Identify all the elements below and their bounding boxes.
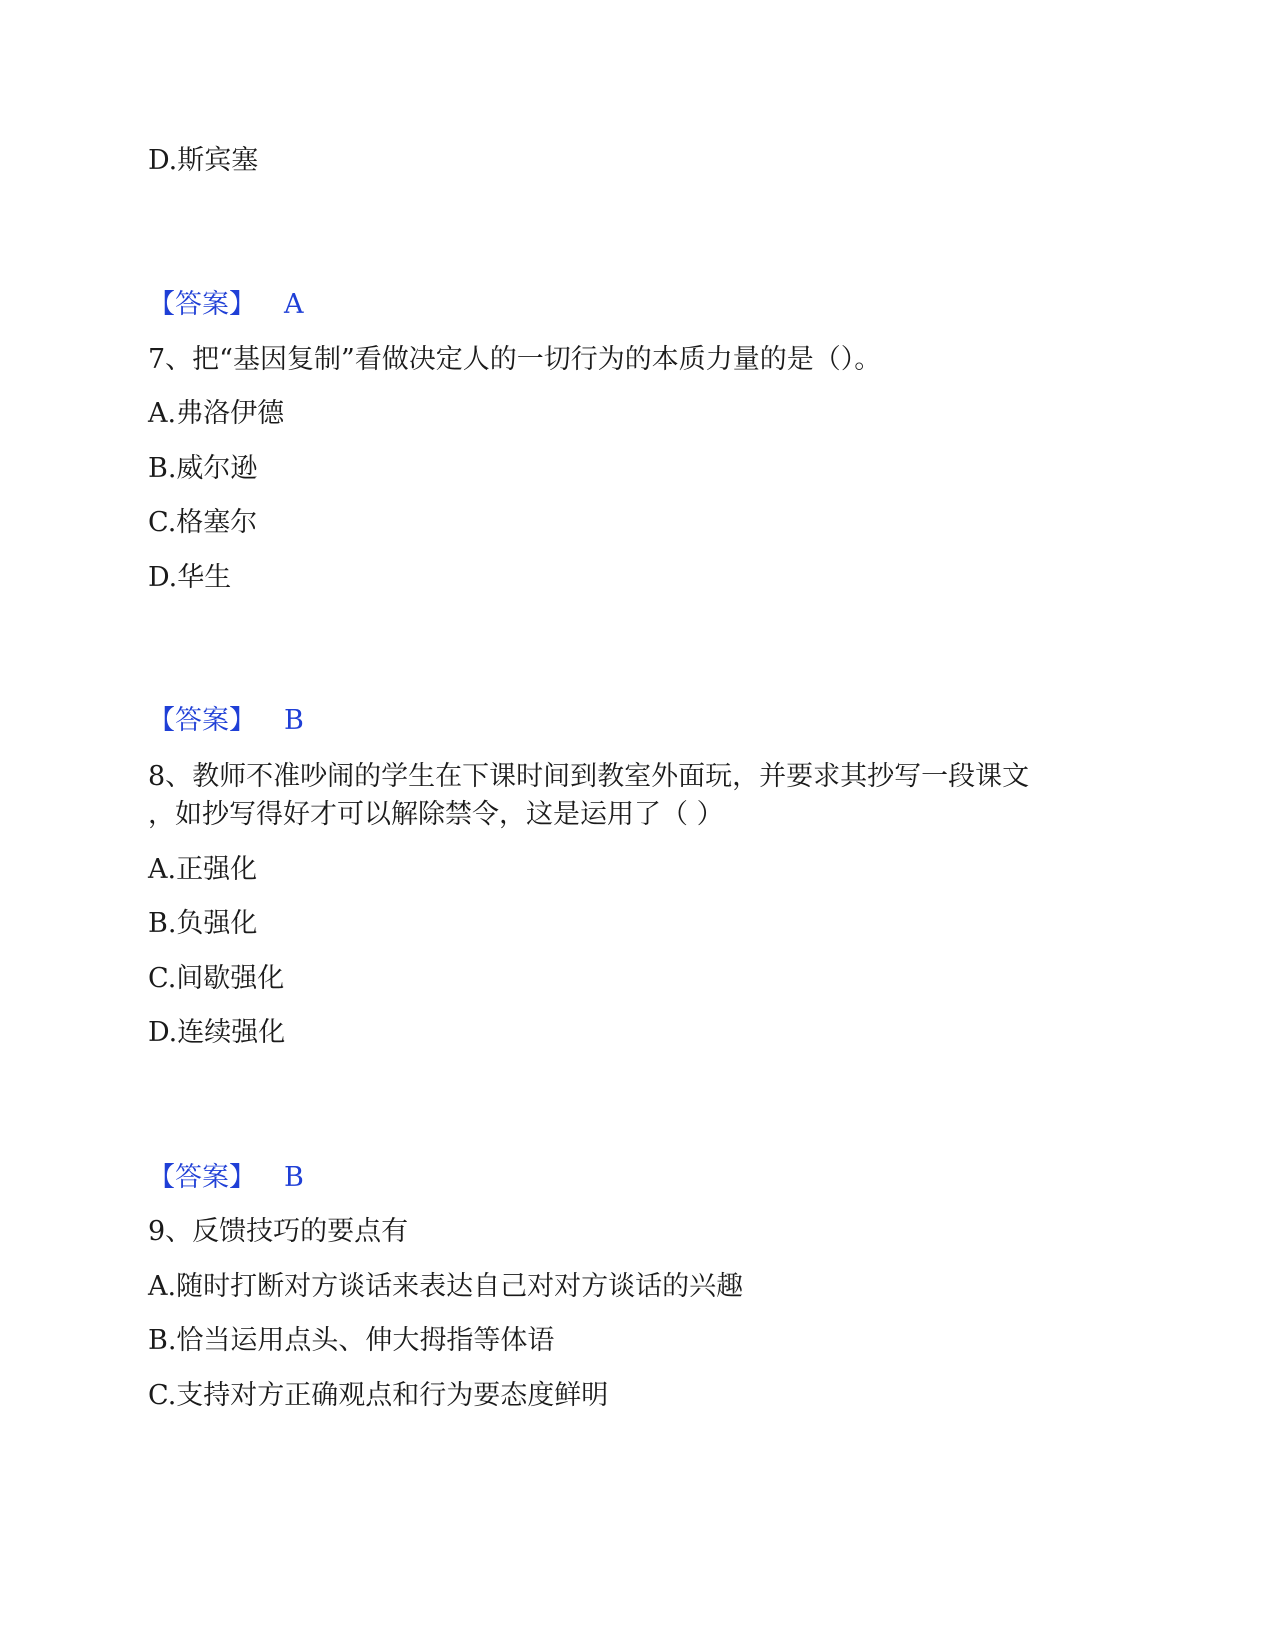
q8-option-b: B.负强化 xyxy=(148,908,258,939)
q7-stem: 7、把“基因复制”看做决定人的一切行为的本质力量的是（）。 xyxy=(148,344,882,375)
q7-answer xyxy=(148,704,304,738)
answer-value: A xyxy=(284,289,304,320)
q9-option-b: B.恰当运用点头、伸大拇指等体语 xyxy=(148,1325,555,1356)
q8-answer xyxy=(148,1161,304,1195)
q7-option-a: A.弗洛伊德 xyxy=(148,398,285,429)
q8-stem-line2: ，如抄写得好才可以解除禁令，这是运用了（ ） xyxy=(148,799,724,830)
q9-option-a: A.随时打断对方谈话来表达自己对对方谈话的兴趣 xyxy=(148,1271,744,1302)
answer-label: 【答案】 xyxy=(148,1162,256,1193)
q7-option-b: B.威尔逊 xyxy=(148,453,258,484)
prev-option-d: D.斯宾塞 xyxy=(148,145,259,176)
q8-option-d: D.连续强化 xyxy=(148,1017,286,1048)
answer-value: B xyxy=(284,705,304,736)
q7-option-c: C.格塞尔 xyxy=(148,507,258,538)
q7-option-d: D.华生 xyxy=(148,562,232,593)
q8-option-a: A.正强化 xyxy=(148,854,258,885)
answer-label: 【答案】 xyxy=(148,289,256,320)
answer-value: B xyxy=(284,1162,304,1193)
q9-stem: 9、反馈技巧的要点有 xyxy=(148,1216,409,1247)
q8-option-c: C.间歇强化 xyxy=(148,963,285,994)
q8-stem-line1: 8、教师不准吵闹的学生在下课时间到教室外面玩，并要求其抄写一段课文 xyxy=(148,761,1030,792)
prev-answer xyxy=(148,288,304,322)
q9-option-c: C.支持对方正确观点和行为要态度鲜明 xyxy=(148,1380,609,1411)
answer-label: 【答案】 xyxy=(148,705,256,736)
